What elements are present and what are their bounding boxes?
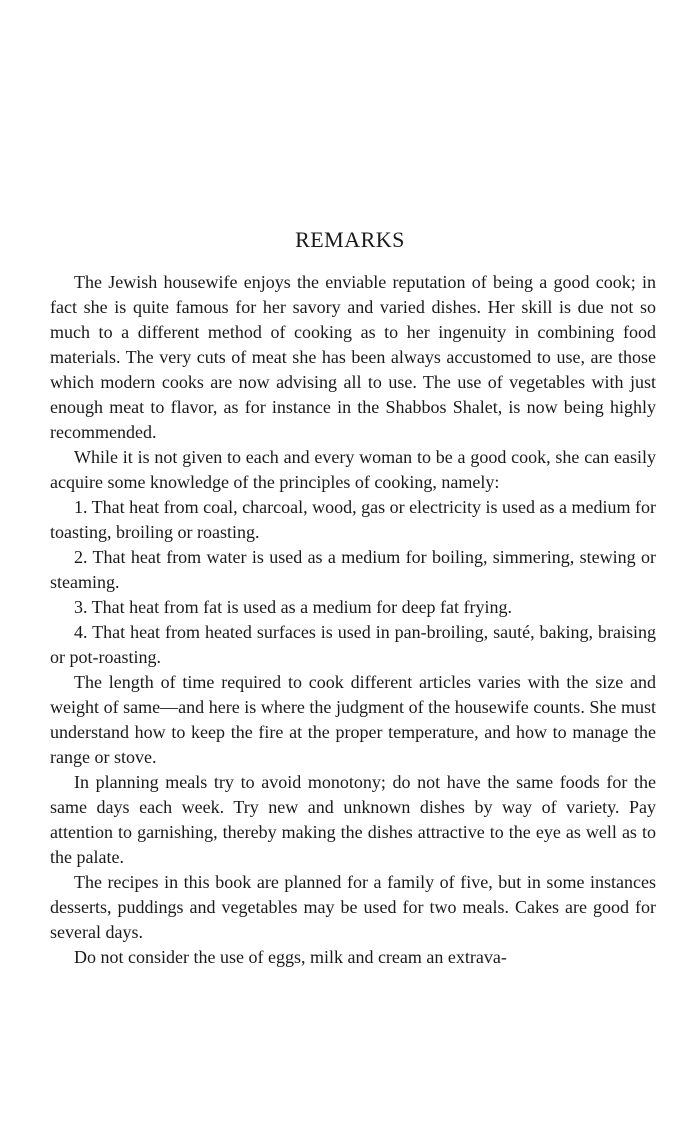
principle-4: 4. That heat from heated surfaces is used in pan-broiling, sauté, baking, braising or pot-roasting. (50, 622, 656, 667)
paragraph-intro: The Jewish housewife enjoys the enviable reputation of being a good cook; in fact she is quite famous for her savory and varied dishes. Her skill is due not so much to a different method of cooking as to her ingenuity in combining food materials. The very cuts of meat she has been always accustomed to use, are those which modern cooks are now advising all to use. The use of vegetables with just enough meat to flavor, as for instance in the Shabbos Shalet, is now being highly recommended. (50, 272, 656, 442)
principle-1: 1. That heat from coal, charcoal, wood, gas or electricity is used as a medium for toasting, broiling or roasting. (50, 497, 656, 542)
body-text (50, 270, 656, 970)
paragraph-principles: While it is not given to each and every woman to be a good cook, she can easily acquire some knowledge of the principles of cooking, namely: (50, 447, 656, 492)
paragraph-recipes: The recipes in this book are planned for a family of five, but in some instances desserts, puddings and vegetables may be used for two meals. Cakes are good for several days. (50, 872, 656, 942)
principle-3: 3. That heat from fat is used as a medium for deep fat frying. (74, 597, 513, 617)
page-title: REMARKS (295, 227, 405, 252)
paragraph-planning-meals: In planning meals try to avoid monotony; do not have the same foods for the same days each week. Try new and unknown dishes by way of variety. Pay attention to garnishing, thereby making the dishes attractive to the eye as well as to the palate. (50, 772, 656, 867)
paragraph-eggs-milk: Do not consider the use of eggs, milk and cream an extrava- (74, 947, 507, 967)
paragraph-cooking-time: The length of time required to cook different articles varies with the size and weight of same—and here is where the judgment of the housewife counts. She must understand how to keep the fire at the proper temperature, and how to manage the range or stove. (50, 672, 656, 767)
principle-2: 2. That heat from water is used as a medium for boiling, simmering, stewing or steaming. (50, 547, 656, 592)
